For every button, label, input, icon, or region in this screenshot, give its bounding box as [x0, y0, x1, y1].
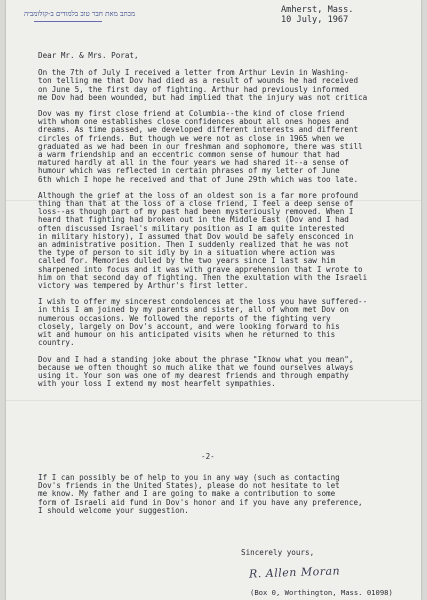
text-line: matured hardly at all in the four years we had shared it--a sense of: [38, 159, 349, 168]
text-line: 6th which I hope he received and that of June 29th which was too late.: [38, 175, 359, 184]
text-line: me know. My father and I are going to make a contribution to some: [38, 490, 336, 499]
text-line: Dov's friends in the United States), please do not hesitate to let: [38, 482, 340, 491]
text-line: victory was tempered by Arthur's first letter.: [38, 282, 249, 291]
text-line: an administrative position. Then I suddenly realized that he was not: [38, 241, 349, 250]
letter-date: 10 July, 1967: [281, 15, 349, 25]
text-line: On the 7th of July I received a letter from Arthur Levin in Washing-: [38, 69, 349, 78]
paragraph-3: [38, 192, 408, 290]
text-line: because we often thought so much alike that we found ourselves always: [38, 363, 354, 372]
paragraph-5: [38, 356, 408, 389]
salutation: Dear Mr. & Mrs. Porat,: [38, 52, 139, 60]
text-line: the type of person to sit idly by in a situation where action was: [38, 249, 336, 258]
text-line: thing than that at the loss of a close friend, I feel a deep sense of: [38, 200, 354, 209]
text-line: called for. Memories dulled by the two years since I last saw him: [38, 257, 336, 266]
stamp-underline: [34, 21, 102, 22]
hebrew-stamp: מכתב מאת חבר טוב בלמודים ב-קולומביה: [24, 10, 136, 18]
text-line: a warm friendship and an eccentric common sense of humour that had: [38, 151, 340, 160]
paragraph-4: [38, 298, 408, 347]
text-line: sharpened into focus and it was with grave apprehension that I wrote to: [38, 265, 363, 274]
text-line: me Dov had been wounded, but had implied that the injury was not critica: [38, 93, 368, 102]
letter-page: [6, 0, 421, 600]
paragraph-2: [38, 110, 408, 184]
text-line: with whom one establishes close confidences about all ones hopes and: [38, 118, 349, 127]
page-number: -2-: [201, 452, 215, 461]
text-line: numerous occasions. We followed the reports of the fighting very: [38, 314, 331, 323]
text-line: If I can possibly be of help to you in any way (such as contacting: [38, 474, 340, 482]
text-line: loss--as though part of my past had been mysteriously removed. When I: [38, 208, 354, 217]
text-line: I wish to offer my sincerest condolences at the loss you have suffered--: [38, 298, 368, 307]
text-line: dreams. As time passed, we developed different interests and different: [38, 126, 359, 135]
text-line: I should welcome your suggestion.: [38, 506, 189, 515]
return-address: (Box 0, Worthington, Mass. 01098): [250, 588, 393, 597]
text-line: circles of friends. But though we were not as close in 1965 when we: [38, 134, 345, 143]
sender-city: Amherst, Mass.: [281, 5, 354, 15]
letter-body: [38, 52, 408, 396]
closing-line: Sincerely yours,: [241, 548, 315, 557]
paragraph-1: [38, 69, 408, 102]
text-line: him on that second day of fighting. Then the exultation with the Israeli: [38, 273, 368, 282]
text-line: Dov was my first close friend at Columbia--the kind of close friend: [38, 110, 345, 119]
paragraph-6: [38, 474, 408, 515]
handwritten-signature: R. Allen Moran: [248, 564, 341, 581]
text-line: Although the grief at the loss of an oldest son is a far more profound: [38, 191, 359, 200]
text-line: wit and humour on his anticipated visits when he returned to this: [38, 331, 336, 340]
text-line: in military history), I assumed that Dov would be safely ensconced in: [38, 232, 354, 241]
text-line: closely, largely on Dov's account, and were looking forward to his: [38, 322, 340, 331]
text-line: form of Israeli aid fund in Dov's honor and if you have any preference,: [38, 498, 363, 507]
text-line: heard that fighting had broken out in the Middle East (Dov and I had: [38, 216, 349, 225]
text-line: humour which was reflected in certain phrases of my letter of June: [38, 167, 340, 176]
text-line: country.: [38, 339, 75, 348]
text-line: ton telling me that Dov had died as a result of wounds he had received: [38, 77, 359, 86]
text-line: Dov and I had a standing joke about the phrase "Iknow what you mean",: [38, 355, 354, 364]
letter-header: [281, 5, 353, 25]
text-line: with your loss I extend my most hearfelt sympathies.: [38, 380, 276, 389]
text-line: often discussed Israel's military position as I am quite interested: [38, 224, 345, 233]
text-line: using it. Your son was one of my dearest friends and through empathy: [38, 371, 349, 380]
text-line: graduated as we had been in our freshman and sophomore, there was still: [38, 142, 363, 151]
paper-fold-line: [6, 400, 421, 401]
text-line: on June 5, the first day of fighting. Arthur had previously informed: [38, 85, 349, 94]
text-line: in this I am joined by my parents and sister, all of whom met Dov on: [38, 306, 349, 315]
